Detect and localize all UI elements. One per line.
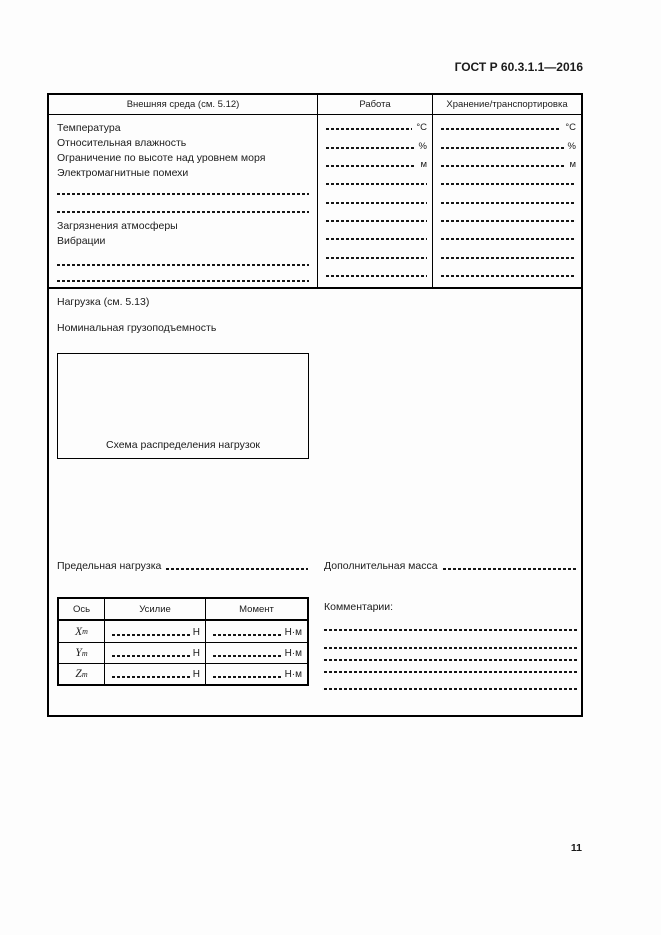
force-unit: Н xyxy=(192,669,200,680)
env-row-temperature: Температура xyxy=(57,122,121,134)
additional-mass-label: Дополнительная масса xyxy=(324,560,438,572)
comments-label: Комментарии: xyxy=(324,601,394,613)
unit-label: м xyxy=(569,158,576,170)
env-header-environment: Внешняя среда (см. 5.12) xyxy=(49,95,318,114)
load-section-title: Нагрузка (см. 5.13) xyxy=(57,296,150,308)
storage-blank-field xyxy=(433,246,581,264)
env-storage-column xyxy=(433,115,581,287)
load-distribution-diagram-box xyxy=(57,353,309,459)
operation-blank-field xyxy=(318,228,432,246)
diagram-caption: Схема распределения нагрузок xyxy=(105,439,260,451)
storage-blank-field xyxy=(433,265,581,283)
axis-table xyxy=(57,597,309,686)
comments-blank-line xyxy=(324,647,577,649)
env-parameter-column xyxy=(49,115,318,287)
axis-table-row-z xyxy=(59,663,307,684)
operation-blank-field xyxy=(318,246,432,264)
operation-temperature-field xyxy=(318,118,432,136)
env-header-operation: Работа xyxy=(318,95,433,114)
storage-blank-field xyxy=(433,173,581,191)
limit-load-blank xyxy=(166,568,308,570)
operation-blank-field xyxy=(318,265,432,283)
operation-altitude-field xyxy=(318,155,432,173)
moment-header: Момент xyxy=(239,603,274,615)
operation-humidity-field xyxy=(318,136,432,154)
env-row-pollution: Загрязнения атмосферы xyxy=(57,220,178,232)
comments-blank-line xyxy=(324,671,577,673)
axis-name-z: Z m xyxy=(59,664,105,684)
axis-table-row-y xyxy=(59,642,307,663)
env-blank-line xyxy=(57,211,309,213)
moment-unit: Н·м xyxy=(284,669,302,680)
force-unit: Н xyxy=(192,648,200,659)
axis-name-y: Y m xyxy=(59,643,105,663)
env-blank-line xyxy=(57,280,309,282)
env-blank-line xyxy=(57,193,309,195)
env-row-emi: Электромагнитные помехи xyxy=(57,167,189,179)
env-row-humidity: Относительная влажность xyxy=(57,137,187,149)
storage-blank-field xyxy=(433,191,581,209)
moment-field-z xyxy=(206,664,307,684)
comments-block xyxy=(324,601,577,690)
axis-header: Ось xyxy=(59,599,105,619)
unit-label: % xyxy=(418,140,427,152)
comments-blank-line xyxy=(324,659,577,661)
unit-label: °C xyxy=(416,122,427,134)
axis-table-row-x xyxy=(59,621,307,642)
storage-altitude-field xyxy=(433,155,581,173)
force-unit: Н xyxy=(192,627,200,638)
env-row-vibration: Вибрации xyxy=(57,235,106,247)
storage-blank-field xyxy=(433,210,581,228)
force-field-x xyxy=(105,621,206,642)
axis-name-x: X m xyxy=(59,621,105,642)
env-row-altitude: Ограничение по высоте над уровнем моря xyxy=(57,152,266,164)
limit-load-field xyxy=(57,560,308,572)
env-operation-column xyxy=(318,115,433,287)
env-table-header-row xyxy=(49,95,581,115)
unit-label: °C xyxy=(565,122,576,134)
limit-load-label: Предельная нагрузка xyxy=(57,560,162,572)
force-field-z xyxy=(105,664,206,684)
moment-field-x xyxy=(206,621,307,642)
moment-field-y xyxy=(206,643,307,663)
unit-label: % xyxy=(567,140,576,152)
storage-humidity-field xyxy=(433,136,581,154)
storage-temperature-field xyxy=(433,118,581,136)
unit-label: м xyxy=(420,158,427,170)
comments-blank-line xyxy=(324,629,577,631)
env-blank-line xyxy=(57,264,309,266)
env-table-body xyxy=(49,115,581,289)
operation-blank-field xyxy=(318,173,432,191)
specification-form-table xyxy=(47,93,583,717)
moment-unit: Н·м xyxy=(284,627,302,638)
operation-blank-field xyxy=(318,210,432,228)
nominal-capacity-label: Номинальная грузоподъемность xyxy=(57,322,217,334)
env-header-storage: Хранение/транспортировка xyxy=(446,99,568,110)
comments-blank-line xyxy=(324,688,577,690)
force-header: Усилие xyxy=(105,599,206,619)
storage-blank-field xyxy=(433,228,581,246)
force-field-y xyxy=(105,643,206,663)
moment-unit: Н·м xyxy=(284,648,302,659)
page-number: 11 xyxy=(570,842,582,854)
page-title: ГОСТ Р 60.3.1.1—2016 xyxy=(454,60,583,74)
load-section xyxy=(49,289,581,715)
additional-mass-blank xyxy=(443,568,577,570)
operation-blank-field xyxy=(318,191,432,209)
additional-mass-field xyxy=(324,560,577,572)
axis-table-header-row xyxy=(59,599,307,621)
